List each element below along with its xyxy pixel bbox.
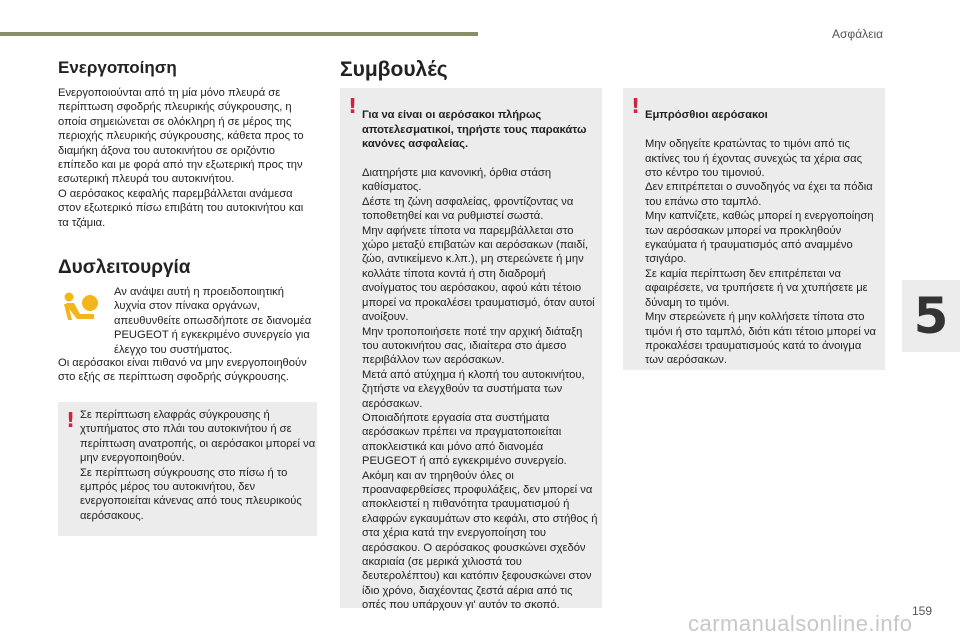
- front-airbags-heading: Εμπρόσθιοι αερόσακοι: [645, 109, 768, 122]
- safety-rules-heading: Για να είναι οι αερόσακοι πλήρως αποτελεσματικοί, τηρήστε τους παρακάτω κανόνες ασφαλείας.: [362, 109, 587, 151]
- advice-heading: Συμβουλές: [340, 58, 448, 81]
- notice-box-front-airbags: [623, 88, 885, 370]
- warning-lamp-text: Αν ανάψει αυτή η προειδοποιητική λυχνία στον πίνακα οργάνων, απευθυνθείτε οπωσδήποτε σε διανομέα PEUGEOT ή εγκεκριμένο συνεργείο για έλεγχο του συστήματος.: [114, 286, 312, 356]
- header-rule: [0, 32, 478, 36]
- warning-exclamation-icon: !: [66, 408, 76, 432]
- front-airbags-text: Μην οδηγείτε κρατώντας το τιμόνι από τις ακτίνες του ή έχοντας συνεχώς τα χέρια σας στο κέντρο του τιμονιού. Δεν επιτρέπεται ο συνοδηγός να έχει τα πόδια του επάνω στο ταμπλό. Μην καπνίζετε, καθώς μπορεί η ενεργοποίηση των αερόσακων μπορεί να προκληθούν εγκαύματα ή τραυματισμός από αναμμένο τσιγάρο. Σε καμία περίπτωση δεν επιτρέπεται να αφαιρέσετε, να τρυπήσετε ή να χτυπήσετε με δύναμη το τιμόνι. Μην στερεώνετε ή μην κολλήσετε τίποτα στο τιμόνι ή στο ταμπλό, διότι κάτι τέτοιο μπορεί να προκαλέσει τραυματισμούς κατά το άνοιγμα των αερόσακων.: [645, 138, 877, 367]
- notice-text: Σε περίπτωση ελαφράς σύγκρουσης ή χτυπήματος στο πλάι του αυτοκινήτου ή σε περίπτωση ανατροπής, οι αερόσακοι μπορεί να μην ενεργοποιηθούν. Σε περίπτωση σύγκρουσης στο πίσω ή το εμπρός μέρος του αυτοκινήτου, δεν ενεργοποιείται κάνενας από τους πλευρικούς αερόσακους.: [80, 409, 316, 522]
- activation-heading: Ενεργοποίηση: [58, 58, 177, 77]
- airbag-warning-lamp-icon: [60, 290, 102, 324]
- activation-text: Ενεργοποιούνται από τη μία μόνο πλευρά σε περίπτωση σφοδρής πλευρικής σύγκρουσης, η οποία σημειώνεται σε ολόκληρη ή σε μέρος της περιοχής πλευρικής σύγκρουσης, κάθετα προς το διαμήκη άξονα του αυτοκινήτου σε οριζόντιο επίπεδο και με φορά από την εξωτερική προς την εσωτερική πλευρά του αυτοκινήτου. Ο αερόσακος κεφαλής παρεμβάλλεται ανάμεσα στον εξωτερικό πίσω επιβάτη του αυτοκινήτου και τα τζάμια.: [58, 87, 304, 229]
- chapter-tab[interactable]: 5: [902, 280, 960, 352]
- notice-box-safety-rules: [340, 88, 602, 612]
- page-number: 159: [912, 604, 933, 618]
- notice-box-side-impact: [58, 402, 317, 536]
- section-title: Ασφάλεια: [832, 27, 884, 41]
- watermark: carmanualsonline.info: [688, 611, 913, 636]
- no-deploy-text: Οι αερόσακοι είναι πιθανό να μην ενεργοποιηθούν στο εξής σε περίπτωση σφοδρής σύγκρουσης.: [58, 357, 307, 384]
- warning-exclamation-icon: !: [348, 94, 358, 118]
- safety-rules-text: Διατηρήστε μια κανονική, όρθια στάση καθίσματος. Δέστε τη ζώνη ασφαλείας, φροντίζοντας να τοποθετηθεί και να ρυθμιστεί σωστά. Μην αφήνετε τίποτα να παρεμβάλλεται στο χώρο μεταξύ επιβατών και αερόσακων (παιδί, ζώο, αντικείμενο κ.λπ.), μη στερεώνετε ή μην κολλάτε τίποτα κοντά ή στη διαδρομή ανοίγματος του αερόσακου, αφού κάτι τέτοιο μπορεί να προκαλέσει τραυματισμό, όταν αυτοί ανοίξουν. Μην τροποποιήσετε ποτέ την αρχική διάταξη του αυτοκινήτου σας, ιδιαίτερα στο άμεσο περιβάλλον των αερόσακων. Μετά από ατύχημα ή κλοπή του αυτοκινήτου, ζητήστε να ελεγχθούν τα συστήματα των αερόσακων. Οποιαδήποτε εργασία στα συστήματα αερόσακων πρέπει να πραγματοποιείται αποκλειστικά και μόνο από διανομέα PEUGEOT ή από εγκεκριμένο συνεργείο. Ακόμη και αν τηρηθούν όλες οι προαναφερθείσες προφυλάξεις, δεν μπορεί να αποκλειστεί η πιθανότητα τραυματισμού ή ελαφρών εγκαυμάτων στο κεφάλι, στο στήθος ή στα χέρια κατά την ενεργοποίηση του αερόσακου. Ο αερόσακος φουσκώνει σχεδόν ακαριαία (σε μερικά χιλιοστά του δευτερολέπτου) και κατόπιν ξεφουσκώνει στον ίδιο χρόνο, διαχέοντας ζεστά αέρια από τις οπές που υπάρχουν γι' αυτόν το σκοπό.: [362, 167, 598, 612]
- warning-exclamation-icon: !: [631, 94, 641, 118]
- malfunction-heading: Δυσλειτουργία: [58, 257, 191, 278]
- front-airbags-content: [645, 94, 881, 382]
- safety-rules-content: [362, 94, 598, 627]
